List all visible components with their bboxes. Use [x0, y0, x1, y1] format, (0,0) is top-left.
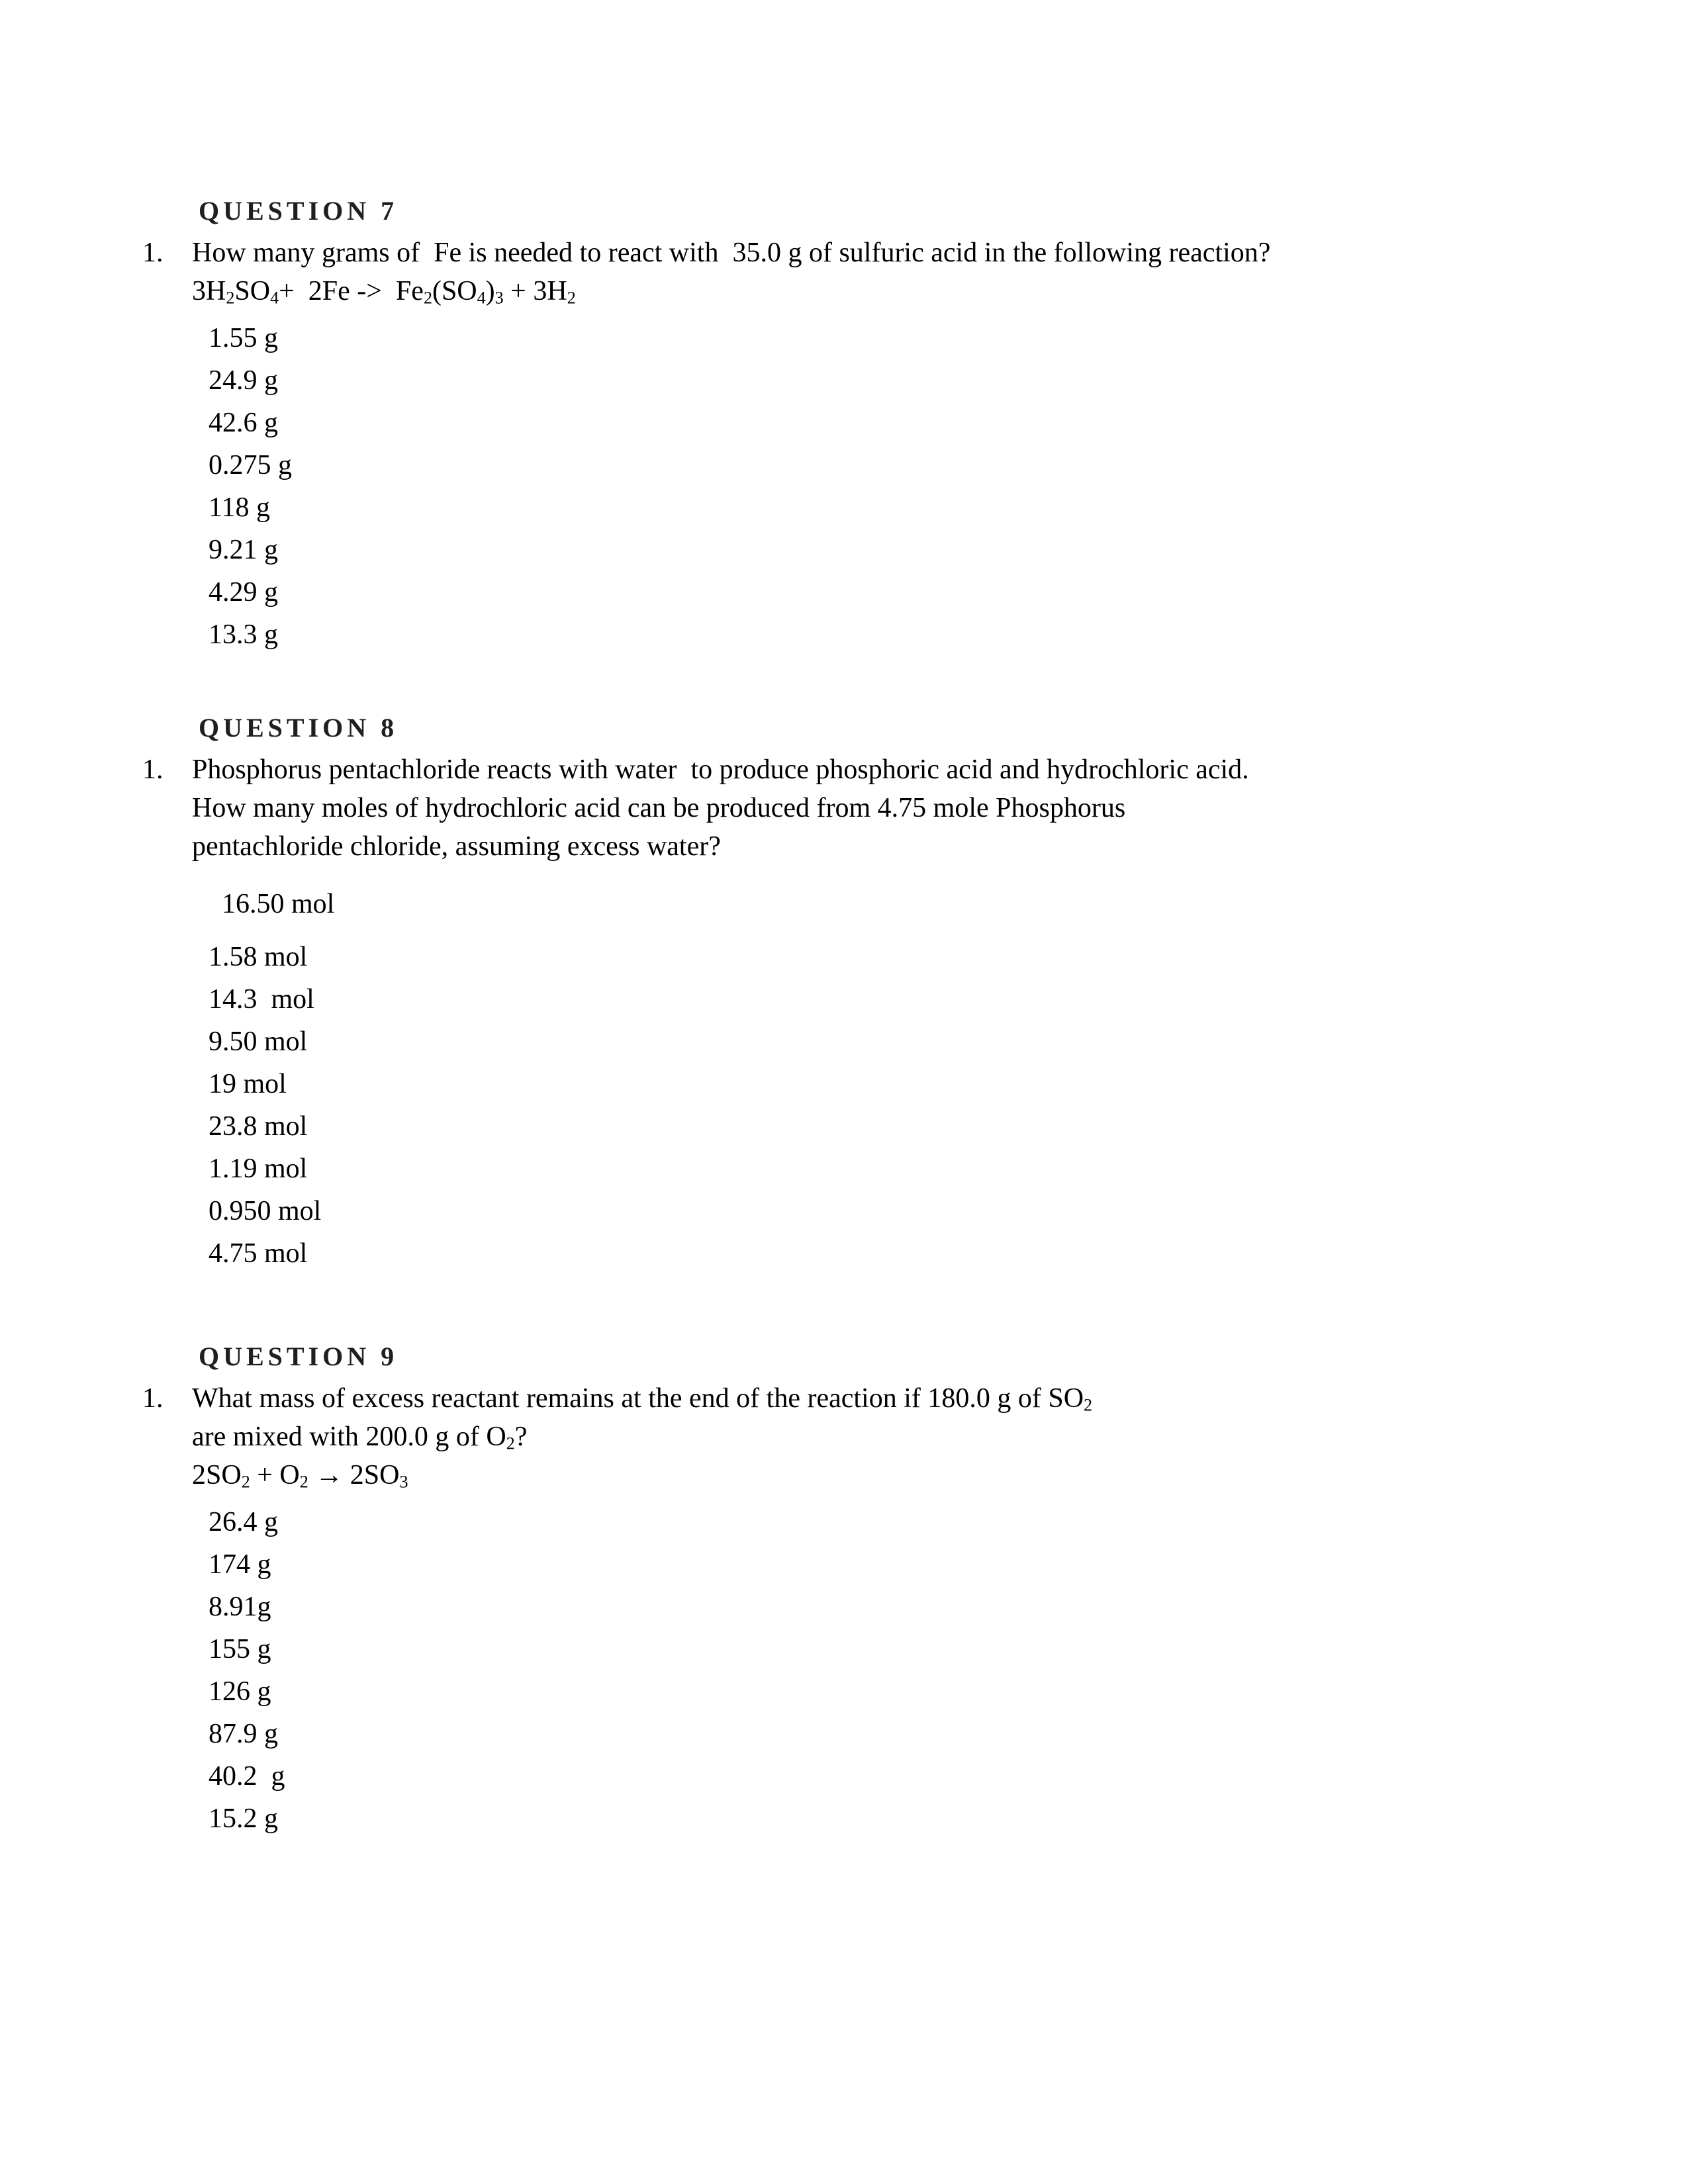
question-9: [142, 1341, 1688, 1833]
question-text-line: are mixed with 200.0 g of $O_2$?: [192, 1422, 528, 1453]
question-7-text: [192, 234, 1270, 310]
question-8-heading: QUESTION 8: [199, 713, 399, 743]
answer-option: 16.50 mol: [222, 889, 335, 919]
answer-option: 23.8 mol: [209, 1111, 308, 1142]
answer-option: 9.50 mol: [209, 1026, 308, 1057]
question-text-line: Phosphorus pentachloride reacts with water to produce phosphoric acid and hydrochloric acid.: [192, 754, 1249, 785]
question-text-line: What mass of excess reactant remains at the end of the reaction if 180.0 g of $SO_2$: [192, 1383, 1093, 1415]
answer-option: 0.950 mol: [209, 1196, 322, 1226]
answer-option: 1.58 mol: [209, 942, 308, 972]
answer-option: 24.9 g: [209, 365, 278, 396]
question-7-heading: QUESTION 7: [199, 196, 399, 226]
answer-option: 19 mol: [209, 1069, 287, 1099]
answer-options-q7: [142, 324, 1688, 649]
answer-option: 26.4 g: [209, 1507, 278, 1537]
question-9-text: [192, 1379, 1092, 1494]
answer-options-q8: [142, 889, 1688, 1268]
list-number: 1.: [142, 238, 164, 268]
question-8-body: [142, 751, 1688, 866]
list-number: 1.: [142, 754, 164, 785]
answer-option: 4.75 mol: [209, 1238, 308, 1269]
answer-option: 126 g: [209, 1676, 271, 1707]
question-text-line: How many moles of hydrochloric acid can be produced from 4.75 mole Phosphorus: [192, 793, 1126, 823]
answer-option: 42.6 g: [209, 408, 278, 438]
answer-option: 4.29 g: [209, 577, 278, 608]
answer-options-q9: [142, 1508, 1688, 1833]
question-7: [142, 195, 1688, 649]
answer-option: 87.9 g: [209, 1719, 278, 1749]
reaction-equation: $3H_2SO_4+ 2Fe -> Fe_2(SO_4)_3 + 3H_2$: [192, 276, 576, 308]
answer-option: 155 g: [209, 1634, 271, 1664]
answer-option: 118 g: [209, 492, 270, 523]
answer-option: 13.3 g: [209, 619, 278, 650]
answer-option: 174 g: [209, 1549, 271, 1580]
reaction-equation: $2SO_2 + O_2 \to 2SO_3$: [192, 1460, 408, 1492]
question-text-line: pentachloride chloride, assuming excess water?: [192, 831, 721, 862]
question-9-heading: QUESTION 9: [199, 1342, 399, 1371]
answer-option: 1.19 mol: [209, 1154, 308, 1184]
question-text-line: How many grams of Fe is needed to react with 35.0 g of sulfuric acid in the following reaction?: [192, 238, 1271, 268]
question-8-text: [192, 751, 1249, 866]
question-8: [142, 712, 1688, 1268]
answer-option: 9.21 g: [209, 535, 278, 565]
question-7-body: [142, 234, 1688, 310]
answer-option: 1.55 g: [209, 323, 278, 353]
answer-option: 14.3 mol: [209, 984, 314, 1015]
answer-option: 15.2 g: [209, 1803, 278, 1834]
answer-option: 40.2 g: [209, 1761, 285, 1792]
answer-option: 0.275 g: [209, 450, 292, 480]
answer-option: 8.91g: [209, 1592, 271, 1622]
question-9-body: [142, 1379, 1688, 1494]
list-number: 1.: [142, 1383, 164, 1414]
